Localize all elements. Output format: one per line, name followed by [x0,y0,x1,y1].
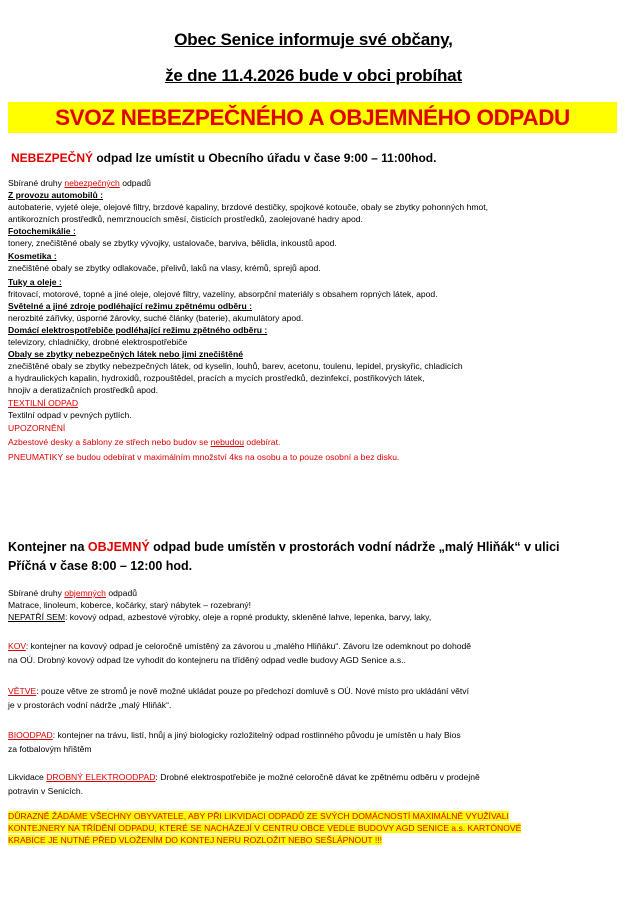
metal-text-1: KOV: kontejner na kovový odpad je celoročně umístěný za závorou u „malého Hliňáku“. Závoru lze odemknout po dohodě [8,641,472,651]
headline-banner: SVOZ NEBEZPEČNÉHO A OBJEMNÉHO ODPADU [8,102,617,133]
branches-text-1: VĚTVE: pouze větve ze stromů je nově možné ukládat pouze po předchozí domluvě s OÚ. Nové místo pro ukládání větví [8,686,469,696]
bio-text-1: BIOODPAD: kontejner na trávu, listí, hnůj a jiný biologicky rozložitelný odpad rostlinného původu je umístěn u haly Bios [8,730,461,740]
electro-text-1: Likvidace DROBNÝ ELEKTROODPAD: Drobné elektrospotřebiče je možné celoročně dávat ke zpětnému odběru v prodejně [8,772,480,782]
hazard-auto-text-2: antikorozních prostředků, nemrznoucích směsí, čisticích prostředků, zaolejované hadry apod. [8,214,363,224]
hazard-auto-text-1: autobaterie, vyjeté oleje, olejové filtry, brzdové kapaliny, brzdové destičky, spojkové kotouče, obaly se zbytky pohonných hmot, [8,202,489,212]
hazard-obal-text-1: znečištěné obaly se zbytky nebezpečných látek, od kyselin, louhů, barev, acetonu, toulenu, lepidel, pryskyřic, chladicích [8,361,463,371]
branches-text-2: je v prostorách vodní nádrže „malý Hliňák“. [8,700,172,710]
hazard-intro: NEBEZPEČNÝ odpad lze umístit u Obecního úřadu v čase 9:00 – 11:00hod. [11,151,437,165]
bio-text-2: za fotbalovým hřištěm [8,744,92,754]
final-notice: DŮRAZNĚ ŽÁDÁME VŠECHNY OBYVATELE, ABY PŘI LIKVIDACI ODPADŮ ZE SVÝCH DOMÁCNOSTÍ MAXIMÁLNĚ VYUŽÍVALI KONTEJNERY NA TŘÍDĚNÍ ODPADU, KTERÉ SE NACHÁZEJÍ V CENTRU OBCE VEDLE BUDOVY AGD SENICE a.s. KARTÓNOVÉ KRABICE JE NUTNÉ PŘED VLOŽENÍM DO KONTEJ NERU ROZLOŽIT NEBO SEŠLÁPNOUT !!! [8,811,522,845]
textile-text: Textilní odpad v pevných pytlích. [8,410,132,420]
hazard-elek-text: televizory, chladničky, drobné elektrospotřebiče [8,337,188,347]
hazard-svet-heading: Světelné a jiné zdroje podléhající režimu zpětnému odběru : [8,301,253,311]
hazard-tuky-heading: Tuky a oleje : [8,277,62,287]
warning-tyres: PNEUMATIKY se budou odebírat v maximálním množství 4ks na osobu a to pouze osobní a bez disku. [8,452,400,462]
metal-text-2: na OÚ. Drobný kovový odpad lze vyhodit do kontejneru na tříděný odpad vedle budovy AGD Senice a.s.. [8,655,406,665]
hazard-obal-text-2: a hydraulických kapalin, hydroxidů, rozpouštědel, pracích a mycích prostředků, dezinfekcí, postřikových látek, [8,373,425,383]
textile-heading: TEXTILNÍ ODPAD [8,398,79,408]
hazard-tuky-text: fritovací, motorové, topné a jiné oleje, olejové filtry, vazelíny, absorpční materiály s obsahem ropných látek, apod. [8,289,438,299]
title-line-2: že dne 11.4.2026 bude v obci probíhat [165,66,462,85]
bulky-intro: Kontejner na OBJEMNÝ odpad bude umístěn v prostorách vodní nádrže „malý Hliňák“ v ulici Příčná v čase 8:00 – 12:00 hod. [8,540,560,573]
hazard-svet-text: nerozbité zářivky, úsporné žárovky, suché články (baterie), akumulátory apod. [8,313,304,323]
warning-heading: UPOZORNĚNÍ [8,423,66,433]
hazard-auto-heading: Z provozu automobilů : [8,190,103,200]
hazard-obal-text-3: hnojiv a deratizačních prostředků apod. [8,385,159,395]
hazard-foto-text: tonery, znečištěné obaly se zbytky vývojky, ustalovače, barviva, bělidla, inkoustů apod. [8,238,337,248]
bulky-not-allowed: NEPATŘÍ SEM: kovový odpad, azbestové výrobky, oleje a ropné produkty, skleněné lahve, lepenka, barvy, laky, [8,612,432,622]
hazard-kosm-heading: Kosmetika : [8,251,57,261]
title-line-1: Obec Senice informuje své občany, [174,30,453,49]
hazard-kosm-text: znečištěné obaly se zbytky odlakovače, přelivů, laků na vlasy, krémů, sprejů apod. [8,263,321,273]
electro-text-2: potravin v Senicích. [8,786,83,796]
hazard-elek-heading: Domácí elektrospotřebiče podléhající režimu zpětného odběru : [8,325,268,335]
hazard-foto-heading: Fotochemikálie : [8,226,76,236]
hazard-collected: Sbírané druhy nebezpečných odpadů [8,178,151,188]
bulky-collected: Sbírané druhy objemných odpadů [8,588,138,598]
bulky-items: Matrace, linoleum, koberce, kočárky, starý nábytek – rozebraný! [8,600,251,610]
hazard-obal-heading: Obaly se zbytky nebezpečných látek nebo jimi znečištěné [8,349,243,359]
warning-asbestos: Azbestové desky a šablony ze střech nebo budov se nebudou odebírat. [8,437,281,447]
